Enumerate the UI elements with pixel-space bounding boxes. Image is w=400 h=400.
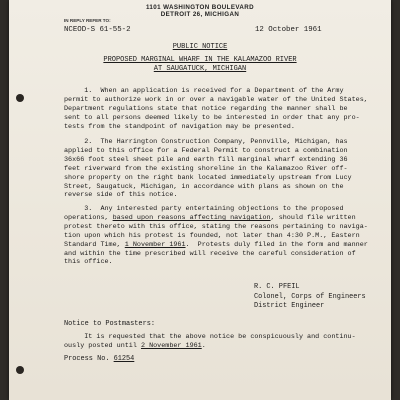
text-line: feet riverward from the existing shoreline in the Kalamazoo River off- [64, 164, 348, 173]
text-line [64, 214, 368, 223]
posting-until-date: 2 November 1961 [140, 341, 202, 350]
postmasters-label: Notice to Postmasters: [64, 320, 155, 328]
text-line: shore property on the right bank located immediately upstream from Lucy [64, 173, 352, 182]
text-line: 36x66 foot steel sheet pile and earth fill marginal wharf extending 36 [64, 155, 348, 164]
postmasters-paragraph [64, 333, 356, 351]
text-line: permit to authorize work in or over a navigable water of the United States, [64, 95, 368, 104]
signer-name: R. C. PFEIL [254, 283, 300, 291]
process-number [64, 355, 134, 363]
refer-label: IN REPLY REFER TO: [64, 18, 111, 23]
notice-subject-line-2: AT SAUGATUCK, MICHIGAN [153, 65, 247, 73]
signer-rank: Colonel, Corps of Engineers [254, 292, 366, 301]
text-run: , should file written [270, 213, 356, 222]
notice-subject-line-1: PROPOSED MARGINAL WHARF IN THE KALAMAZOO RIVER [103, 56, 297, 64]
paragraph-2 [64, 138, 352, 200]
text-line: Street, Saugatuck, Michigan, in accordance with plans as shown on the [64, 182, 344, 191]
text-line: tests from the standpoint of navigation may be presented. [64, 122, 295, 131]
text-line: Department regulations state that notice regarding the manner shall be [64, 104, 348, 113]
letterhead-city: DETROIT 26, MICHIGAN [160, 11, 240, 18]
paragraph-1 [64, 87, 368, 132]
text-line: 1. When an application is received for a Department of the Army [64, 87, 344, 95]
reference-code: NCEOD-S 61-55-2 [64, 26, 131, 34]
text-line [64, 342, 356, 351]
paragraph-3 [64, 205, 368, 267]
process-value: 61254 [113, 355, 135, 363]
text-line: protest thereto with this office, stating the reasons pertaining to naviga- [64, 222, 368, 231]
signer-title: District Engineer [254, 302, 325, 310]
text-run: . Protests duly filed in the form and manner [185, 240, 368, 249]
text-run: Standard Time, [64, 240, 125, 249]
letterhead-address: 1101 WASHINGTON BOULEVARD [145, 4, 255, 11]
text-run: . [201, 341, 206, 350]
text-line: It is requested that the above notice be conspicuously and continu- [64, 333, 356, 341]
process-label: Process No. [64, 355, 114, 363]
text-line: tion upon which his protest is founded, not later than 4:30 P.M., Eastern [64, 231, 360, 240]
text-line: and within the time prescribed will receive the careful consideration of [64, 249, 356, 258]
text-run: operations, [64, 213, 113, 222]
binder-hole [16, 366, 24, 374]
text-run: ously posted until [64, 341, 141, 350]
underlined-phrase: based upon reasons affecting navigation [112, 213, 271, 222]
binder-hole [16, 94, 24, 102]
document-date: 12 October 1961 [255, 26, 322, 34]
text-line: sent to all persons deemed likely to be interested in order that any pro- [64, 113, 360, 122]
signature-block [254, 283, 366, 312]
text-line: applied to this office for a Federal Permit to construct a combination [64, 146, 348, 155]
text-line: 3. Any interested party entertaining objections to the proposed [64, 205, 344, 213]
notice-title: PUBLIC NOTICE [172, 43, 228, 51]
text-line: reverse side of this notice. [64, 191, 178, 200]
text-line: this office. [64, 258, 113, 267]
protest-deadline-date: 1 November 1961 [124, 240, 186, 249]
text-line [64, 241, 368, 250]
document-page [9, 0, 391, 400]
text-line: 2. The Harrington Construction Company, Pennville, Michigan, has [64, 138, 348, 146]
